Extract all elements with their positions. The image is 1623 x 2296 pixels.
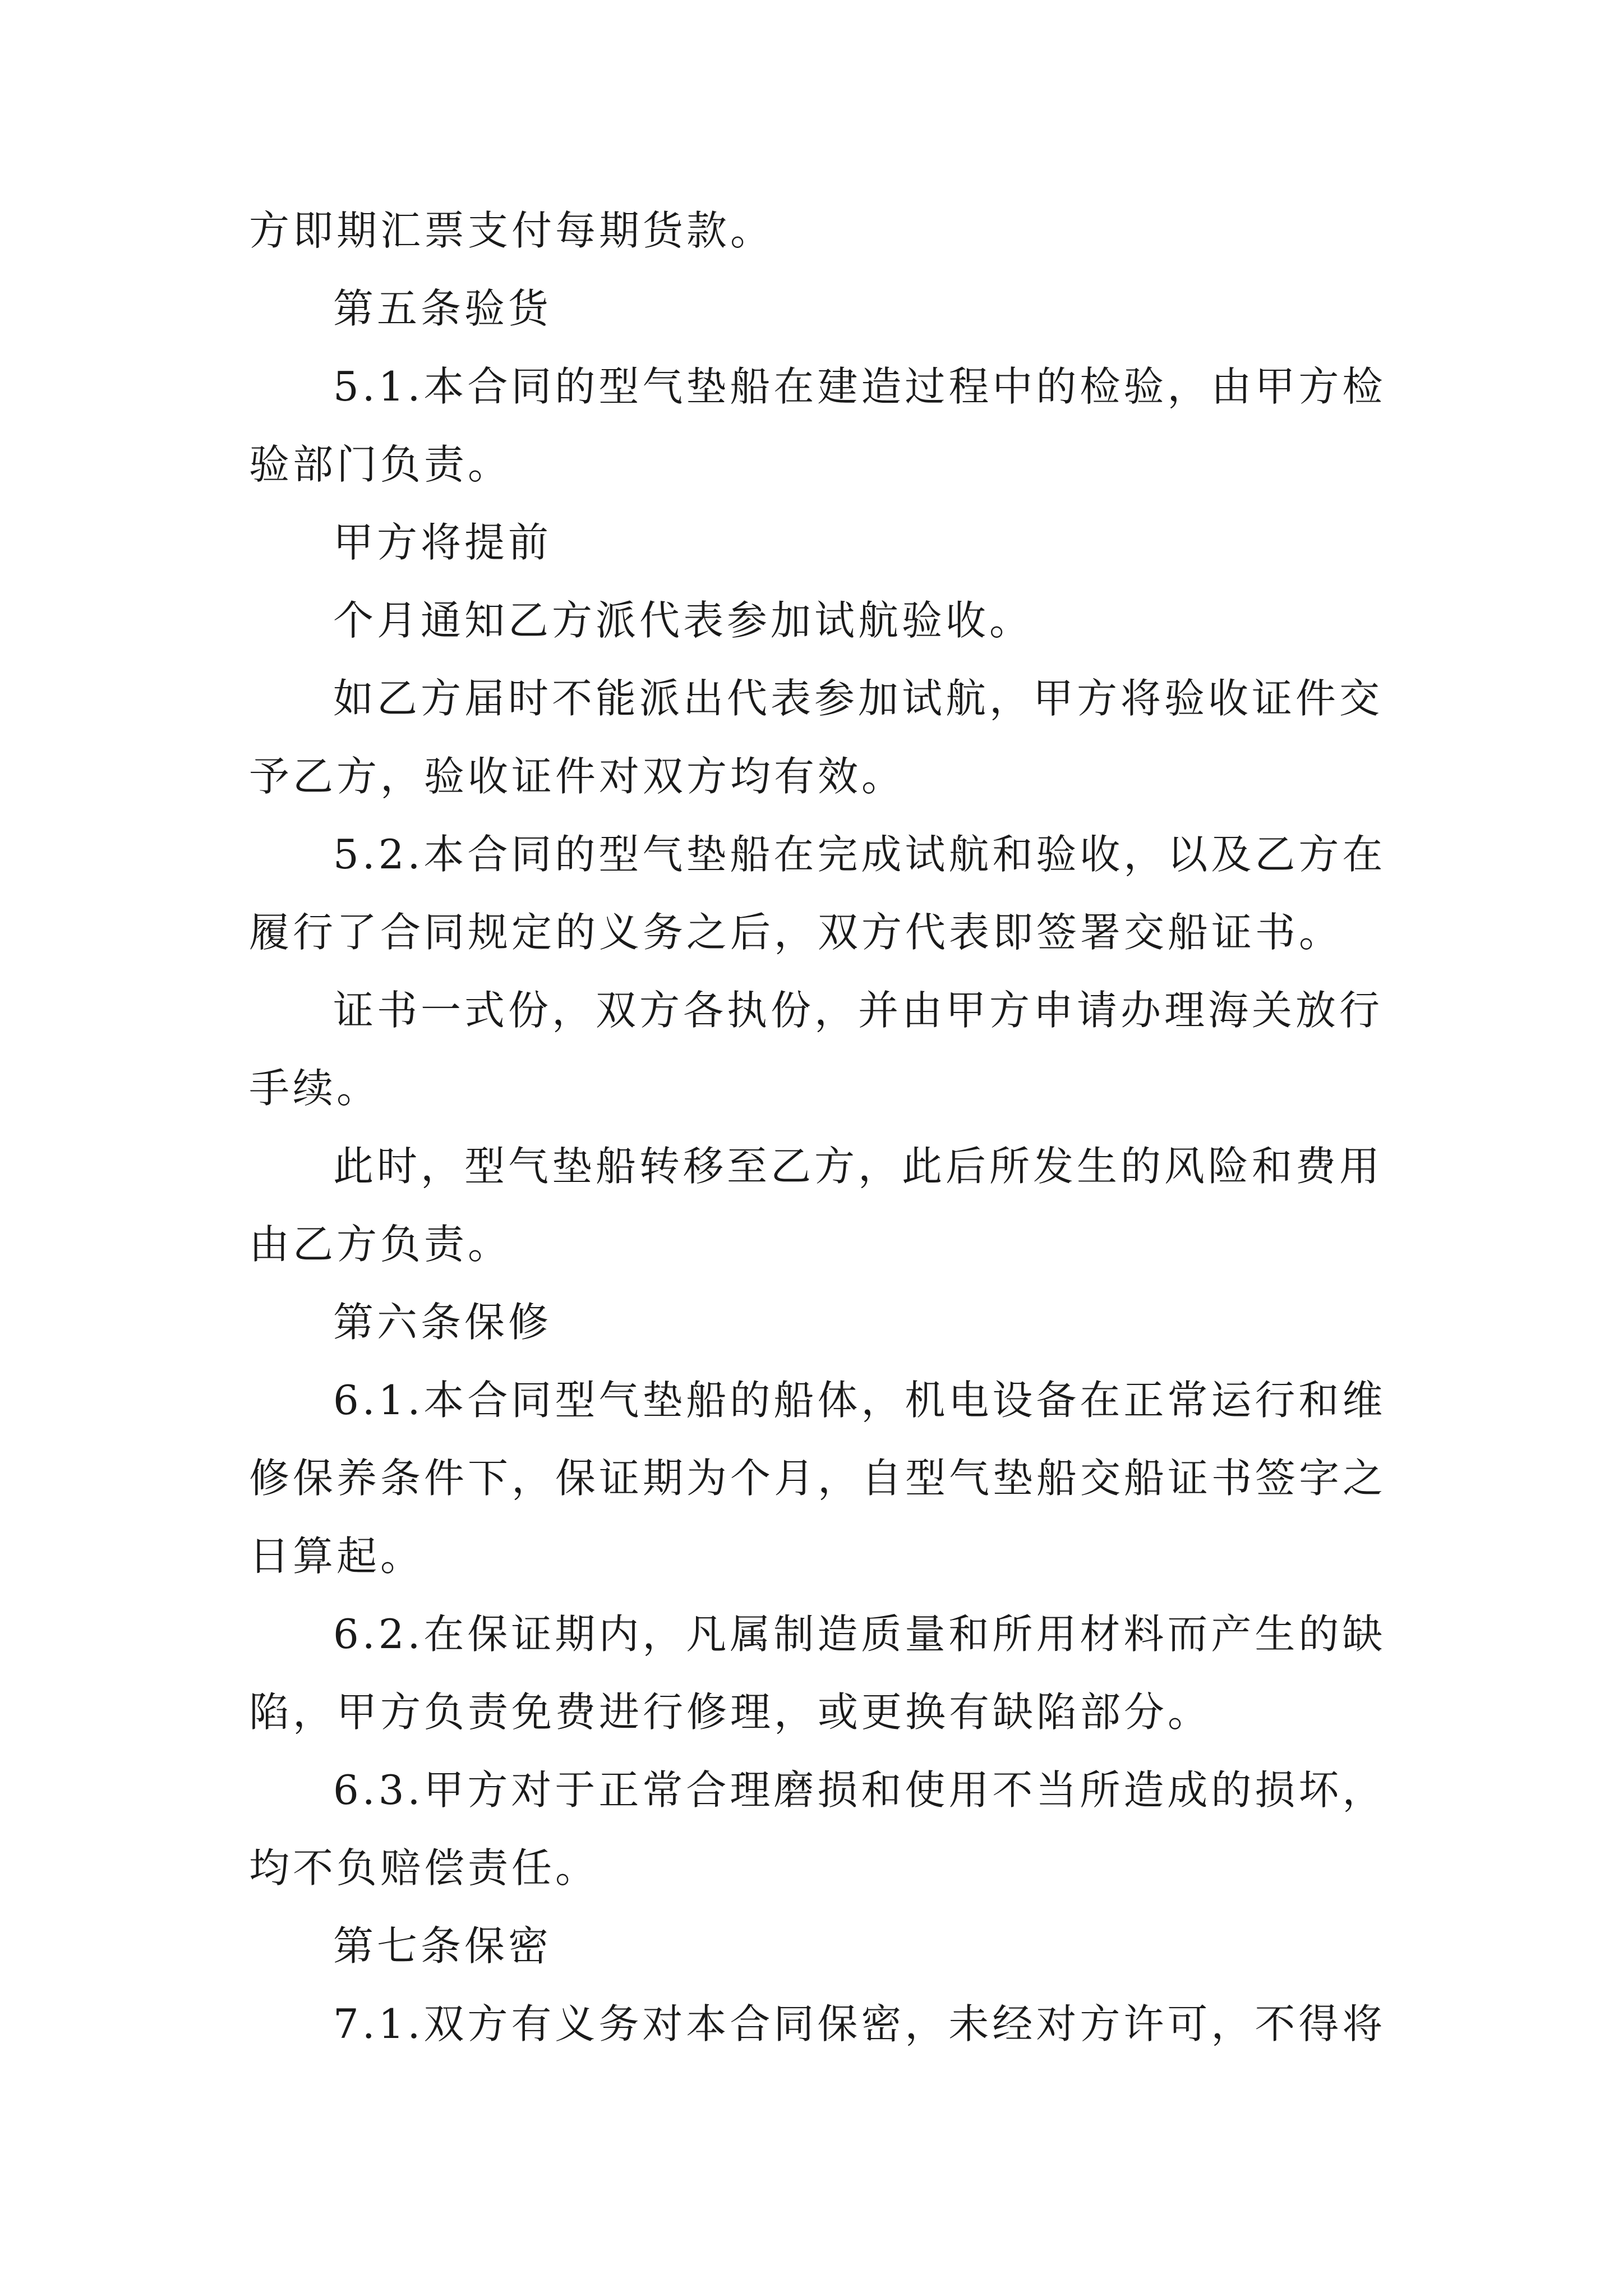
text-line: 5.2.本合同的型气垫船在完成试航和验收，以及乙方在 [333,831,1386,878]
text-line: 予乙方，验收证件对双方均有效。 [249,753,906,800]
text-line: 履行了合同规定的义务之后，双方代表即签署交船证书。 [249,909,1343,956]
text-line: 陷，甲方负责免费进行修理，或更换有缺陷部分。 [249,1688,1212,1736]
text-line: 如乙方届时不能派出代表参加试航，甲方将验收证件交 [333,675,1384,722]
section-heading: 第七条保密 [333,1922,552,1970]
text-line: 甲方将提前 [333,519,552,566]
text-line: 由乙方负责。 [249,1221,512,1268]
text-line: 均不负赔偿责任。 [249,1844,600,1892]
text-line: 个月通知乙方派代表参加试航验收。 [333,597,1034,644]
document-body [249,192,1387,2063]
text-line: 修保养条件下，保证期为个月，自型气垫船交船证书签字之 [249,1455,1387,1502]
text-line: 验部门负责。 [249,441,512,488]
text-line: 证书一式份，双方各执份，并由甲方申请办理海关放行 [333,987,1384,1034]
text-line: 手续。 [249,1065,381,1112]
text-line: 6.2.在保证期内，凡属制造质量和所用材料而产生的缺 [333,1611,1386,1658]
text-line: 日算起。 [249,1533,425,1580]
text-line: 6.1.本合同型气垫船的船体，机电设备在正常运行和维 [333,1377,1386,1424]
text-line: 5.1.本合同的型气垫船在建造过程中的检验，由甲方检 [333,363,1386,410]
text-line: 此时，型气垫船转移至乙方，此后所发生的风险和费用 [333,1143,1384,1190]
section-heading: 第六条保修 [333,1299,552,1346]
section-heading: 第五条验货 [333,285,552,332]
text-line: 7.1.双方有义务对本合同保密，未经对方许可，不得将 [333,2000,1386,2047]
text-line: 方即期汇票支付每期货款。 [249,207,774,254]
text-line: 6.3.甲方对于正常合理磨损和使用不当所造成的损坏， [333,1766,1386,1814]
